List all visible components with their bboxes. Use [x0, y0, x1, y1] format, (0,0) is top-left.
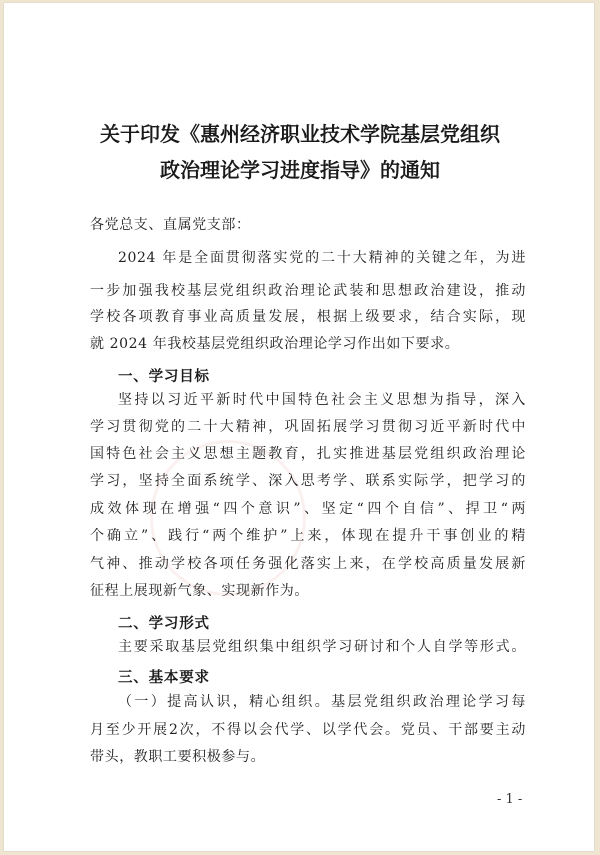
goals-line-7: 气神、推动学校各项任务强化落实上来，在学校高质量发展新 [90, 556, 526, 572]
format-line-1: 主要采取基层党组织集中组织学习研讨和个人自学等形式。 [118, 639, 526, 655]
intro-line-1: 2024 年是全面贯彻落实党的二十大精神的关键之年，为进 [118, 250, 526, 266]
salutation: 各党总支、直属党支部： [90, 217, 251, 233]
goals-line-6: 个确立”、践行“两个维护”上来，体现在提升干事创业的精 [90, 528, 526, 544]
requirements-line-3: 带头，教职工要积极参与。 [90, 749, 266, 765]
goals-line-5: 成效体现在增强“四个意识”、坚定“四个自信”、捍卫“两 [90, 501, 526, 517]
goals-line-3: 国特色社会主义思想主题教育，扎实推进基层党组织政治理论 [90, 446, 526, 462]
document-title-line-2: 政治理论学习进度指导》的通知 [160, 158, 440, 182]
section-heading-format: 二、学习形式 [118, 615, 210, 632]
section-heading-goals: 一、学习目标 [118, 368, 210, 385]
goals-line-4: 学习，坚持全面系统学、深入思考学、联系实际学，把学习的 [90, 473, 526, 489]
intro-line-4: 就 2024 年我校基层党组织政治理论学习作出如下要求。 [90, 336, 460, 352]
goals-line-2: 学习贯彻党的二十大精神，巩固拓展学习贯彻习近平新时代中 [90, 419, 526, 435]
section-heading-requirements: 三、基本要求 [118, 669, 210, 686]
page-number: - 1 - [497, 792, 523, 807]
requirements-line-2: 月至少开展2次，不得以会代学、以学代会。党员、干部要主动 [90, 722, 526, 738]
goals-line-1: 坚持以习近平新时代中国特色社会主义思想为指导，深入 [118, 392, 526, 408]
document-title-line-1: 关于印发《惠州经济职业技术学院基层党组织 [100, 122, 500, 146]
goals-line-8: 征程上展现新气象、实现新作为。 [90, 583, 309, 599]
intro-line-2: 一步加强我校基层党组织政治理论武装和思想政治建设，推动 [90, 283, 526, 299]
requirements-line-1: （一）提高认识，精心组织。基层党组织政治理论学习每 [118, 694, 526, 710]
intro-line-3: 学校各项教育事业高质量发展，根据上级要求，结合实际，现 [90, 309, 526, 325]
